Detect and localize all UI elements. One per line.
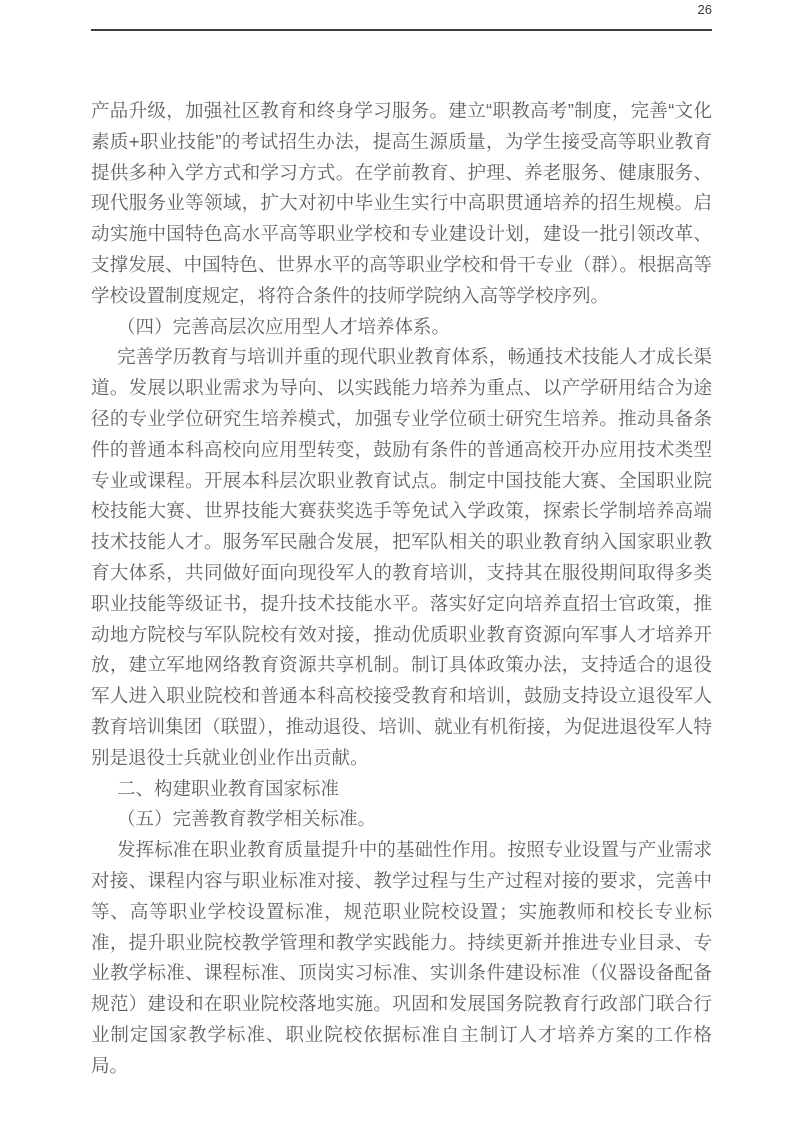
header-rule <box>91 29 712 31</box>
paragraph: 完善学历教育与培训并重的现代职业教育体系，畅通技术技能人才成长渠道。发展以职业需求为导向、以实践能力培养为重点、以产学研用结合为途径的专业学位研究生培养模式，加强专业学位硕士研究生培养。推动具备条件的普通本科高校向应用型转变，鼓励有条件的普通高校开办应用技术类型专业或课程。开展本科层次职业教育试点。制定中国技能大赛、全国职业院校技能大赛、世界技能大赛获奖选手等免试入学政策，探索长学制培养高端技术技能人才。服务军民融合发展，把军队相关的职业教育纳入国家职业教育大体系，共同做好面向现役军人的教育培训，支持其在服役期间取得多类职业技能等级证书，提升技术技能水平。落实好定向培养直招士官政策，推动地方院校与军队院校有效对接，推动优质职业教育资源向军事人才培养开放，建立军地网络教育资源共享机制。制订具体政策办法，支持适合的退役军人进入职业院校和普通本科高校接受教育和培训，鼓励支持设立退役军人教育培训集团（联盟），推动退役、培训、就业有机衔接，为促进退役军人特别是退役士兵就业创业作出贡献。 <box>91 346 712 768</box>
document-body <box>91 96 712 1082</box>
page-number: 26 <box>697 2 712 17</box>
subsection-heading: （五）完善教育教学相关标准。 <box>117 808 377 830</box>
subsection-heading: （四）完善高层次应用型人才培养体系。 <box>117 315 451 337</box>
paragraph: 产品升级，加强社区教育和终身学习服务。建立“职教高考”制度，完善“文化素质+职业技能”的考试招生办法，提高生源质量，为学生接受高等职业教育提供多种入学方式和学习方式。在学前教育、护理、养老服务、健康服务、现代服务业等领域，扩大对初中毕业生实行中高职贯通培养的招生规模。启动实施中国特色高水平高等职业学校和专业建设计划，建设一批引领改革、支撑发展、中国特色、世界水平的高等职业学校和骨干专业（群）。根据高等学校设置制度规定，将符合条件的技师学院纳入高等学校序列。 <box>91 100 712 306</box>
paragraph: 发挥标准在职业教育质量提升中的基础性作用。按照专业设置与产业需求对接、课程内容与职业标准对接、教学过程与生产过程对接的要求，完善中等、高等职业学校设置标准，规范职业院校设置；实施教师和校长专业标准，提升职业院校教学管理和教学实践能力。持续更新并推进专业目录、专业教学标准、课程标准、顶岗实习标准、实训条件建设标准（仪器设备配备规范）建设和在职业院校落地实施。巩固和发展国务院教育行政部门联合行业制定国家教学标准、职业院校依据标准自主制订人才培养方案的工作格局。 <box>91 839 712 1076</box>
section-heading: 二、构建职业教育国家标准 <box>117 777 340 799</box>
